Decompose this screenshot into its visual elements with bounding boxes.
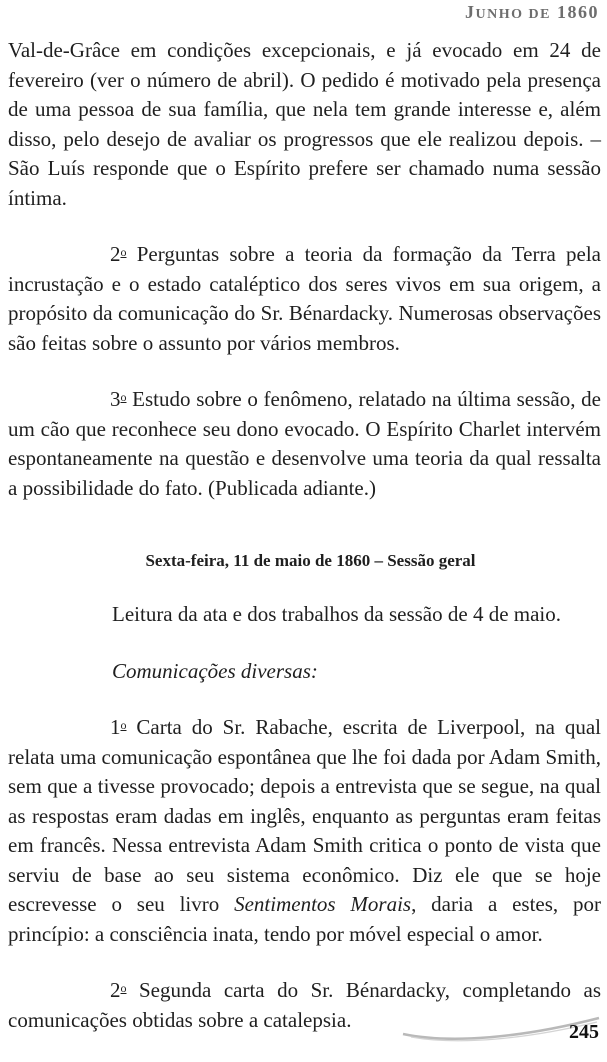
item-number: 3 (110, 387, 121, 411)
page-number: 245 (569, 1021, 599, 1043)
paragraph-communications-heading: Comunicações diversas: (112, 658, 318, 683)
item-number: 2 (110, 978, 121, 1002)
running-header (465, 2, 599, 23)
item-number: 1 (110, 715, 121, 739)
paragraph-item-2 (8, 240, 601, 358)
ordinal-indicator: o (120, 245, 127, 259)
session-heading: Sexta-feira, 11 de maio de 1860 – Sessão geral (145, 551, 476, 570)
ordinal-indicator: o (120, 718, 127, 732)
paragraph-minutes: Leitura da ata e dos trabalhos da sessão de 4 de maio. (112, 602, 562, 626)
paragraph-item-3 (8, 385, 601, 503)
item-text: Carta do Sr. Rabache, escrita de Liverpool, na qual relata uma comunicação espontânea que lhe foi dada por Adam Smith, sem que a tivesse provocado; depois a entrevista que se segue, na qual as respostas eram dadas em inglês, enquanto as perguntas eram feitas em francês. Nessa entrevista Adam Smith critica o ponto de vista que serviu de base ao seu sistema econômico. Diz ele que se hoje escrevesse o seu livro (8, 715, 601, 916)
ordinal-indicator: o (120, 981, 127, 995)
paragraph-continuation: Val-de-Grâce em condições excepcionais, e já evocado em 24 de fevereiro (ver o número de abril). O pedido é motivado pela presença de uma pessoa de sua família, que nela tem grande interesse e, além disso, pelo desejo de avaliar os progressos que ele realizou depois. – São Luís responde que o Espírito prefere ser chamado numa sessão íntima. (8, 38, 601, 210)
paragraph-item-1-letter (8, 713, 601, 949)
page-footer (401, 1004, 601, 1044)
item-text: Estudo sobre o fenômeno, relatado na última sessão, de um cão que reconhece seu dono evocado. O Espírito Charlet intervém espontaneamente na questão e desenvolve uma teoria da qual ressalta a possibilidade do fato. (Publicada adiante.) (8, 387, 601, 500)
header-month: UNHO DE (475, 7, 551, 22)
item-text-end: , daria a estes, por princípio: a consciência inata, tendo por móvel especial o amor. (8, 892, 601, 946)
header-initial: J (465, 2, 476, 22)
item-text: Segunda carta do Sr. Bénardacky, completando as comunicações obtidas sobre a catalepsia. (8, 978, 601, 1032)
ordinal-indicator: o (120, 390, 127, 404)
page-body (8, 36, 601, 1062)
item-number: 2 (110, 242, 121, 266)
book-title: Sentimentos Morais (234, 892, 412, 916)
header-year: 1860 (557, 2, 599, 22)
item-text: Perguntas sobre a teoria da formação da Terra pela incrustação e o estado cataléptico dos seres vivos em sua origem, a propósito da comunicação do Sr. Bénardacky. Numerosas observações são feitas sobre o assunto por vários membros. (8, 242, 601, 355)
